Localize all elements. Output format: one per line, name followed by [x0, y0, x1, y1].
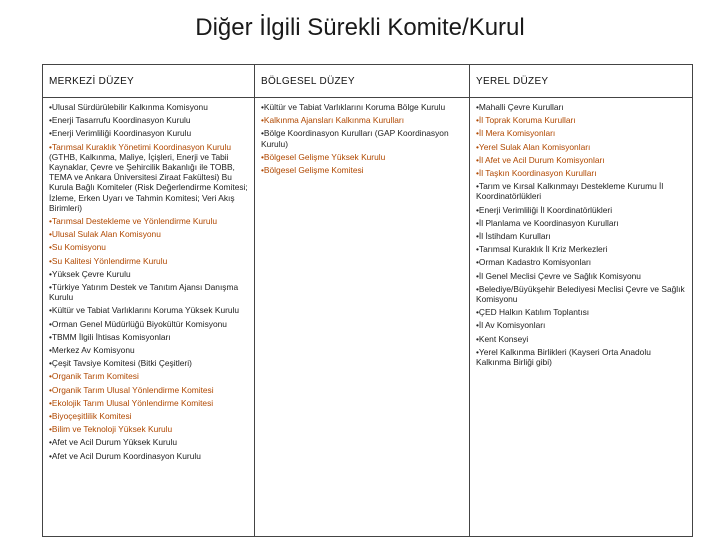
- list-item-text: •Orman Kadastro Komisyonları: [476, 257, 592, 268]
- list-item: [49, 398, 248, 408]
- list-item: [49, 319, 248, 329]
- list-item: [49, 142, 248, 213]
- list-item: [261, 165, 463, 175]
- cell-central: [43, 98, 255, 537]
- list-item-text: •Tarımsal Kuraklık Yönetimi Koordinasyon Kurulu: [49, 141, 231, 152]
- list-item: [476, 307, 686, 317]
- list-item-text: •Kültür ve Tabiat Varlıklarını Koruma Bölge Kurulu: [261, 102, 446, 112]
- list-item-text: •İl Toprak Koruma Kurulları: [476, 115, 576, 126]
- list-item: [49, 437, 248, 447]
- list-item: [476, 218, 686, 228]
- header-regional: BÖLGESEL DÜZEY: [255, 65, 470, 98]
- list-item-text: •Tarımsal Kuraklık İl Kriz Merkezleri: [476, 244, 608, 255]
- list-item-text: •Yerel Kalkınma Birlikleri (Kayseri Orta Anadolu Kalkınma Birliği gibi): [476, 346, 651, 368]
- list-item-detail: (GTHB, Kalkınma, Maliye, İçişleri, Enerji ve Tabii Kaynaklar, Çevre ve Şehircilik Bakanlığı ile TOBB, TEMA ve Ankara Üniversitesi Ziraat Fakültesi) Bu Kurula Bağlı Komiteler (Risk Değerlendirme Komitesi; İzleme, Erken Uyarı ve Tahmin Komitesi; Veri Akış Birimleri): [49, 151, 248, 213]
- list-item: [49, 216, 248, 226]
- list-item-text: •Kültür ve Tabiat Varlıklarını Koruma Yüksek Kurulu: [49, 305, 240, 316]
- list-item: [49, 128, 248, 138]
- list-item: [49, 358, 248, 368]
- list-item-text: •Kalkınma Ajansları Kalkınma Kurulları: [261, 115, 405, 126]
- list-item: [476, 257, 686, 267]
- list-item-text: •Orman Genel Müdürlüğü Biyokültür Komisyonu: [49, 318, 227, 329]
- list-item-text: •Tarım ve Kırsal Kalkınmayı Destekleme Kurumu İl Koordinatörlükleri: [476, 181, 664, 202]
- list-item-text: •Belediye/Büyükşehir Belediyesi Meclisi Çevre ve Sağlık Komisyonu: [476, 283, 685, 305]
- list-item: [476, 168, 686, 178]
- list-item-text: •Kent Konseyi: [476, 333, 529, 344]
- list-item-text: •Bölgesel Gelişme Yüksek Kurulu: [261, 151, 386, 162]
- list-item: [476, 142, 686, 152]
- list-item: [476, 155, 686, 165]
- list-item: [476, 284, 686, 304]
- list-item-text: •Bilim ve Teknoloji Yüksek Kurulu: [49, 424, 173, 435]
- list-item-text: •Mahalli Çevre Kurulları: [476, 102, 564, 112]
- list-item-text: •Enerji Verimliliği Koordinasyon Kurulu: [49, 128, 192, 139]
- list-item: [476, 205, 686, 215]
- content-row: [43, 98, 693, 537]
- list-item-text: •Su Kalitesi Yönlendirme Kurulu: [49, 255, 168, 266]
- list-item: [261, 115, 463, 125]
- list-item-text: •İl Av Komisyonları: [476, 320, 546, 331]
- list-item-text: •ÇED Halkın Katılım Toplantısı: [476, 307, 590, 318]
- list-item: [476, 271, 686, 281]
- list-item: [476, 244, 686, 254]
- list-item: [49, 332, 248, 342]
- list-local: [476, 102, 686, 367]
- list-item-text: •Ulusal Sürdürülebilir Kalkınma Komisyonu: [49, 102, 208, 112]
- list-item-text: •İl Mera Komisyonları: [476, 128, 556, 139]
- cell-local: [470, 98, 693, 537]
- list-item-text: •Afet ve Acil Durum Yüksek Kurulu: [49, 437, 177, 448]
- list-item-text: •Bölge Koordinasyon Kurulları (GAP Koordinasyon Kurulu): [261, 128, 449, 149]
- list-item: [261, 128, 463, 148]
- committee-table: [42, 64, 693, 537]
- list-item-text: •İl Genel Meclisi Çevre ve Sağlık Komisyonu: [476, 270, 641, 281]
- list-item: [261, 102, 463, 112]
- list-item-text: •İl Taşkın Koordinasyon Kurulları: [476, 168, 597, 179]
- header-row: [43, 65, 693, 98]
- list-item: [476, 231, 686, 241]
- list-item-text: •TBMM İlgili İhtisas Komisyonları: [49, 331, 171, 342]
- list-item-text: •Afet ve Acil Durum Koordinasyon Kurulu: [49, 450, 201, 461]
- list-item-text: •İl Planlama ve Koordinasyon Kurulları: [476, 217, 619, 228]
- list-item: [476, 128, 686, 138]
- list-item: [49, 102, 248, 112]
- list-item: [476, 320, 686, 330]
- list-item-text: •Ulusal Sulak Alan Komisyonu: [49, 229, 161, 240]
- list-item-text: •Yüksek Çevre Kurulu: [49, 268, 131, 279]
- list-item: [476, 334, 686, 344]
- list-item-text: •Enerji Verimliliği İl Koordinatörlükleri: [476, 204, 613, 215]
- list-item-text: •Yerel Sulak Alan Komisyonları: [476, 141, 591, 152]
- list-item: [49, 385, 248, 395]
- list-central: [49, 102, 248, 461]
- list-item: [49, 371, 248, 381]
- list-item-text: •Çeşit Tavsiye Komitesi (Bitki Çeşitleri): [49, 358, 192, 369]
- list-item: [476, 115, 686, 125]
- list-item-text: •Biyoçeşitlilik Komitesi: [49, 411, 132, 422]
- list-item-text: •Ekolojik Tarım Ulusal Yönlendirme Komitesi: [49, 397, 214, 408]
- list-item: [49, 115, 248, 125]
- list-item: [49, 345, 248, 355]
- list-item: [476, 181, 686, 201]
- list-regional: [261, 102, 463, 175]
- list-item: [49, 229, 248, 239]
- list-item-text: •Tarımsal Destekleme ve Yönlendirme Kurulu: [49, 216, 218, 227]
- list-item-text: •Su Komisyonu: [49, 242, 106, 253]
- list-item: [49, 305, 248, 315]
- list-item-text: •Organik Tarım Ulusal Yönlendirme Komitesi: [49, 384, 214, 395]
- cell-regional: [255, 98, 470, 537]
- list-item: [49, 411, 248, 421]
- list-item: [49, 424, 248, 434]
- list-item: [476, 347, 686, 367]
- list-item: [49, 269, 248, 279]
- list-item: [49, 451, 248, 461]
- list-item: [261, 152, 463, 162]
- header-local: YEREL DÜZEY: [470, 65, 693, 98]
- header-central: MERKEZİ DÜZEY: [43, 65, 255, 98]
- list-item: [49, 242, 248, 252]
- slide-title: Diğer İlgili Sürekli Komite/Kurul: [195, 14, 525, 41]
- list-item-text: •Bölgesel Gelişme Komitesi: [261, 165, 364, 176]
- list-item-text: •İl Afet ve Acil Durum Komisyonları: [476, 154, 605, 165]
- list-item: [49, 282, 248, 302]
- list-item-text: •Enerji Tasarrufu Koordinasyon Kurulu: [49, 115, 191, 126]
- list-item: [476, 102, 686, 112]
- list-item: [49, 256, 248, 266]
- list-item-text: •Türkiye Yatırım Destek ve Tanıtım Ajansı Danışma Kurulu: [49, 282, 239, 303]
- list-item-text: •Merkez Av Komisyonu: [49, 345, 135, 356]
- list-item-text: •İl İstihdam Kurulları: [476, 231, 551, 242]
- list-item-text: •Organik Tarım Komitesi: [49, 371, 139, 382]
